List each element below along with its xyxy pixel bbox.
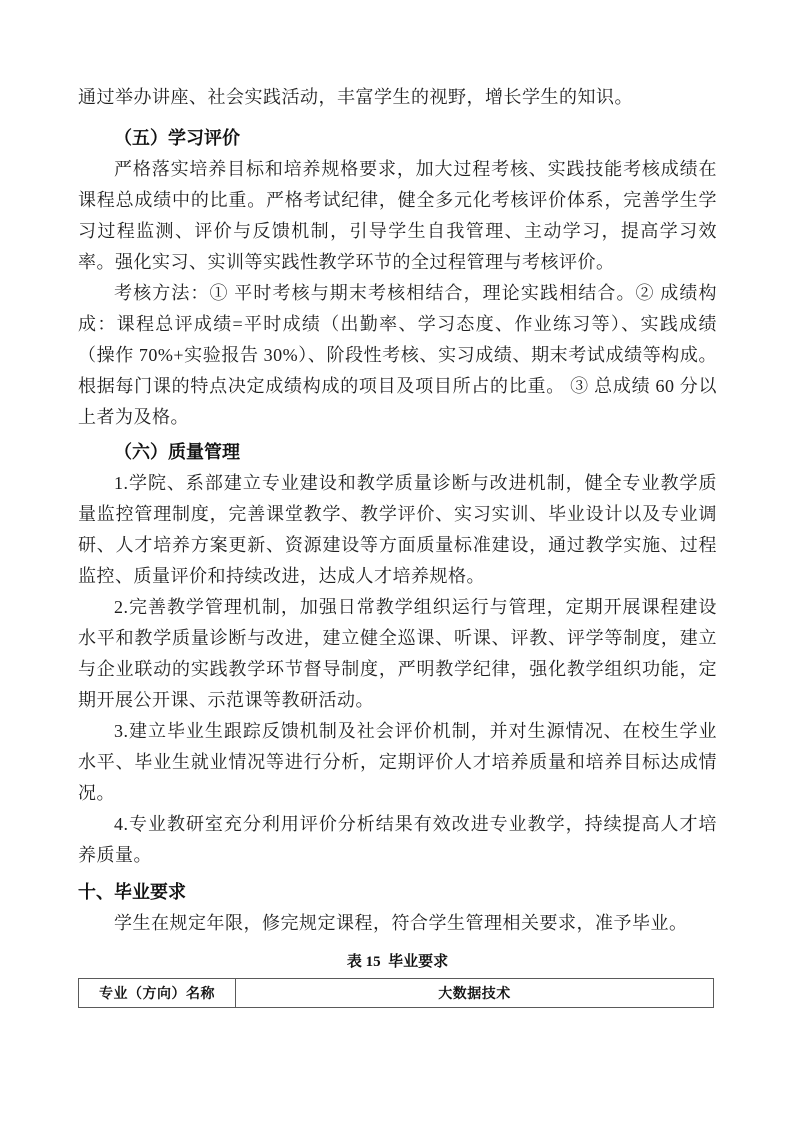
learning-evaluation-paragraph-2: 考核方法：① 平时考核与期末考核相结合，理论实践相结合。② 成绩构成：课程总评成绩=平时成绩（出勤率、学习态度、作业练习等）、实践成绩（操作 70%+实验报告 30%）、阶段性考核、实习成绩、期末考试成绩等构成。根据每门课的特点决定成绩构成的项目及项目所占的比重。 ③ 总成绩 60 分以上者为及格。 [78, 283, 717, 427]
learning-evaluation-paragraph-1: 严格落实培养目标和培养规格要求，加大过程考核、实践技能考核成绩在课程总成绩中的比重。严格考试纪律，健全多元化考核评价体系，完善学生学习过程监测、评价与反馈机制，引导学生自我管理、主动学习，提高学习效率。强化实习、实训等实践性教学环节的全过程管理与考核评价。 [78, 159, 717, 272]
section-heading-quality-management: （六）质量管理 [114, 442, 240, 462]
chapter-heading-graduation-requirements: 十、毕业要求 [78, 882, 186, 902]
quality-management-item-4: 4.专业教研室充分利用评价分析结果有效改进专业教学，持续提高人才培养质量。 [78, 814, 717, 865]
quality-management-item-3: 3.建立毕业生跟踪反馈机制及社会评价机制，并对生源情况、在校生学业水平、毕业生就业情况等进行分析，定期评价人才培养质量和培养目标达成情况。 [78, 721, 717, 803]
section-heading-learning-evaluation: （五）学习评价 [114, 128, 240, 148]
graduation-requirements-paragraph: 学生在规定年限，修完规定课程，符合学生管理相关要求，准予毕业。 [114, 913, 688, 933]
continued-paragraph: 通过举办讲座、社会实践活动，丰富学生的视野，增长学生的知识。 [78, 87, 633, 107]
quality-management-item-1: 1.学院、系部建立专业建设和教学质量诊断与改进机制，健全专业教学质量监控管理制度，完善课堂教学、教学评价、实习实训、毕业设计以及专业调研、人才培养方案更新、资源建设等方面质量标准建设，通过教学实施、过程监控、质量评价和持续改进，达成人才培养规格。 [78, 473, 717, 586]
table15-caption: 表 15 毕业要求 [346, 954, 449, 970]
table-row [79, 979, 714, 1008]
quality-management-item-2: 2.完善教学管理机制，加强日常教学组织运行与管理，定期开展课程建设水平和教学质量诊断与改进，建立健全巡课、听课、评教、评学等制度，建立与企业联动的实践教学环节督导制度，严明教学纪律，强化教学组织功能，定期开展公开课、示范课等教研活动。 [78, 597, 717, 710]
table-cell-major-name-value: 大数据技术 [236, 979, 714, 1008]
graduation-requirements-table [78, 978, 714, 1008]
table-cell-major-name-label: 专业（方向）名称 [79, 979, 236, 1008]
